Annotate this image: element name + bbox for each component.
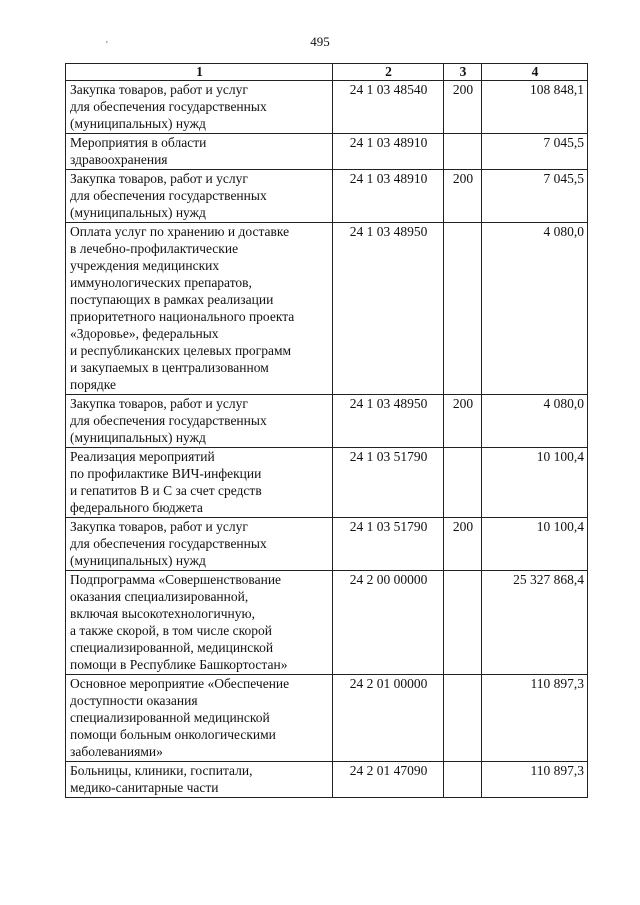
row-expense-type: 200 (444, 81, 482, 134)
row-amount: 10 100,4 (482, 448, 588, 518)
row-name: Закупка товаров, работ и услуг для обеспечения государственных (муниципальных) нужд (66, 170, 333, 223)
page-number: 495 (310, 34, 330, 49)
row-name: Оплата услуг по хранению и доставке в лечебно-профилактические учреждения медицинских иммунологических препаратов, поступающих в рамках реализации приоритетного национального проекта «Здоровье», федеральных и республиканских целевых программ и закупаемых в централизованном порядке (66, 223, 333, 395)
row-name: Подпрограмма «Совершенствование оказания специализированной, включая высокотехнологичную, а также скорой, в том числе скорой специализированной, медицинской помощи в Республике Башкортостан» (66, 571, 333, 675)
row-expense-type (444, 223, 482, 395)
header-col-4: 4 (482, 64, 588, 81)
table-row (66, 395, 588, 448)
row-code: 24 1 03 48910 (333, 170, 444, 223)
row-name: Закупка товаров, работ и услуг для обеспечения государственных (муниципальных) нужд (66, 518, 333, 571)
row-code: 24 1 03 48540 (333, 81, 444, 134)
stray-mark: ' (106, 40, 108, 51)
row-amount: 4 080,0 (482, 395, 588, 448)
row-code: 24 1 03 48910 (333, 134, 444, 170)
row-name: Основное мероприятие «Обеспечение доступности оказания специализированной медицинской помощи больным онкологическими заболеваниями» (66, 675, 333, 762)
row-expense-type (444, 675, 482, 762)
table-row (66, 518, 588, 571)
row-expense-type (444, 134, 482, 170)
row-amount: 7 045,5 (482, 134, 588, 170)
row-amount: 110 897,3 (482, 675, 588, 762)
header-col-3: 3 (444, 64, 482, 81)
row-name: Больницы, клиники, госпитали, медико-санитарные части (66, 762, 333, 798)
row-name: Закупка товаров, работ и услуг для обеспечения государственных (муниципальных) нужд (66, 81, 333, 134)
row-code: 24 1 03 48950 (333, 223, 444, 395)
table-row (66, 571, 588, 675)
row-expense-type (444, 448, 482, 518)
row-code: 24 2 01 00000 (333, 675, 444, 762)
row-code: 24 2 01 47090 (333, 762, 444, 798)
row-amount: 108 848,1 (482, 81, 588, 134)
row-name: Мероприятия в области здравоохранения (66, 134, 333, 170)
row-code: 24 1 03 48950 (333, 395, 444, 448)
header-row (66, 64, 588, 81)
row-expense-type: 200 (444, 518, 482, 571)
row-expense-type (444, 762, 482, 798)
row-code: 24 1 03 51790 (333, 518, 444, 571)
row-expense-type: 200 (444, 170, 482, 223)
table-body (66, 81, 588, 798)
row-amount: 4 080,0 (482, 223, 588, 395)
row-amount: 10 100,4 (482, 518, 588, 571)
table-row (66, 170, 588, 223)
header-col-2: 2 (333, 64, 444, 81)
row-code: 24 2 00 00000 (333, 571, 444, 675)
row-code: 24 1 03 51790 (333, 448, 444, 518)
row-amount: 110 897,3 (482, 762, 588, 798)
table-row (66, 448, 588, 518)
table-row (66, 223, 588, 395)
row-amount: 7 045,5 (482, 170, 588, 223)
table-row (66, 134, 588, 170)
table-row (66, 81, 588, 134)
row-expense-type (444, 571, 482, 675)
table-row (66, 675, 588, 762)
row-amount: 25 327 868,4 (482, 571, 588, 675)
row-name: Закупка товаров, работ и услуг для обеспечения государственных (муниципальных) нужд (66, 395, 333, 448)
row-expense-type: 200 (444, 395, 482, 448)
table-row (66, 762, 588, 798)
budget-table (65, 63, 588, 798)
header-col-1: 1 (66, 64, 333, 81)
row-name: Реализация мероприятий по профилактике ВИЧ-инфекции и гепатитов B и C за счет средств федерального бюджета (66, 448, 333, 518)
